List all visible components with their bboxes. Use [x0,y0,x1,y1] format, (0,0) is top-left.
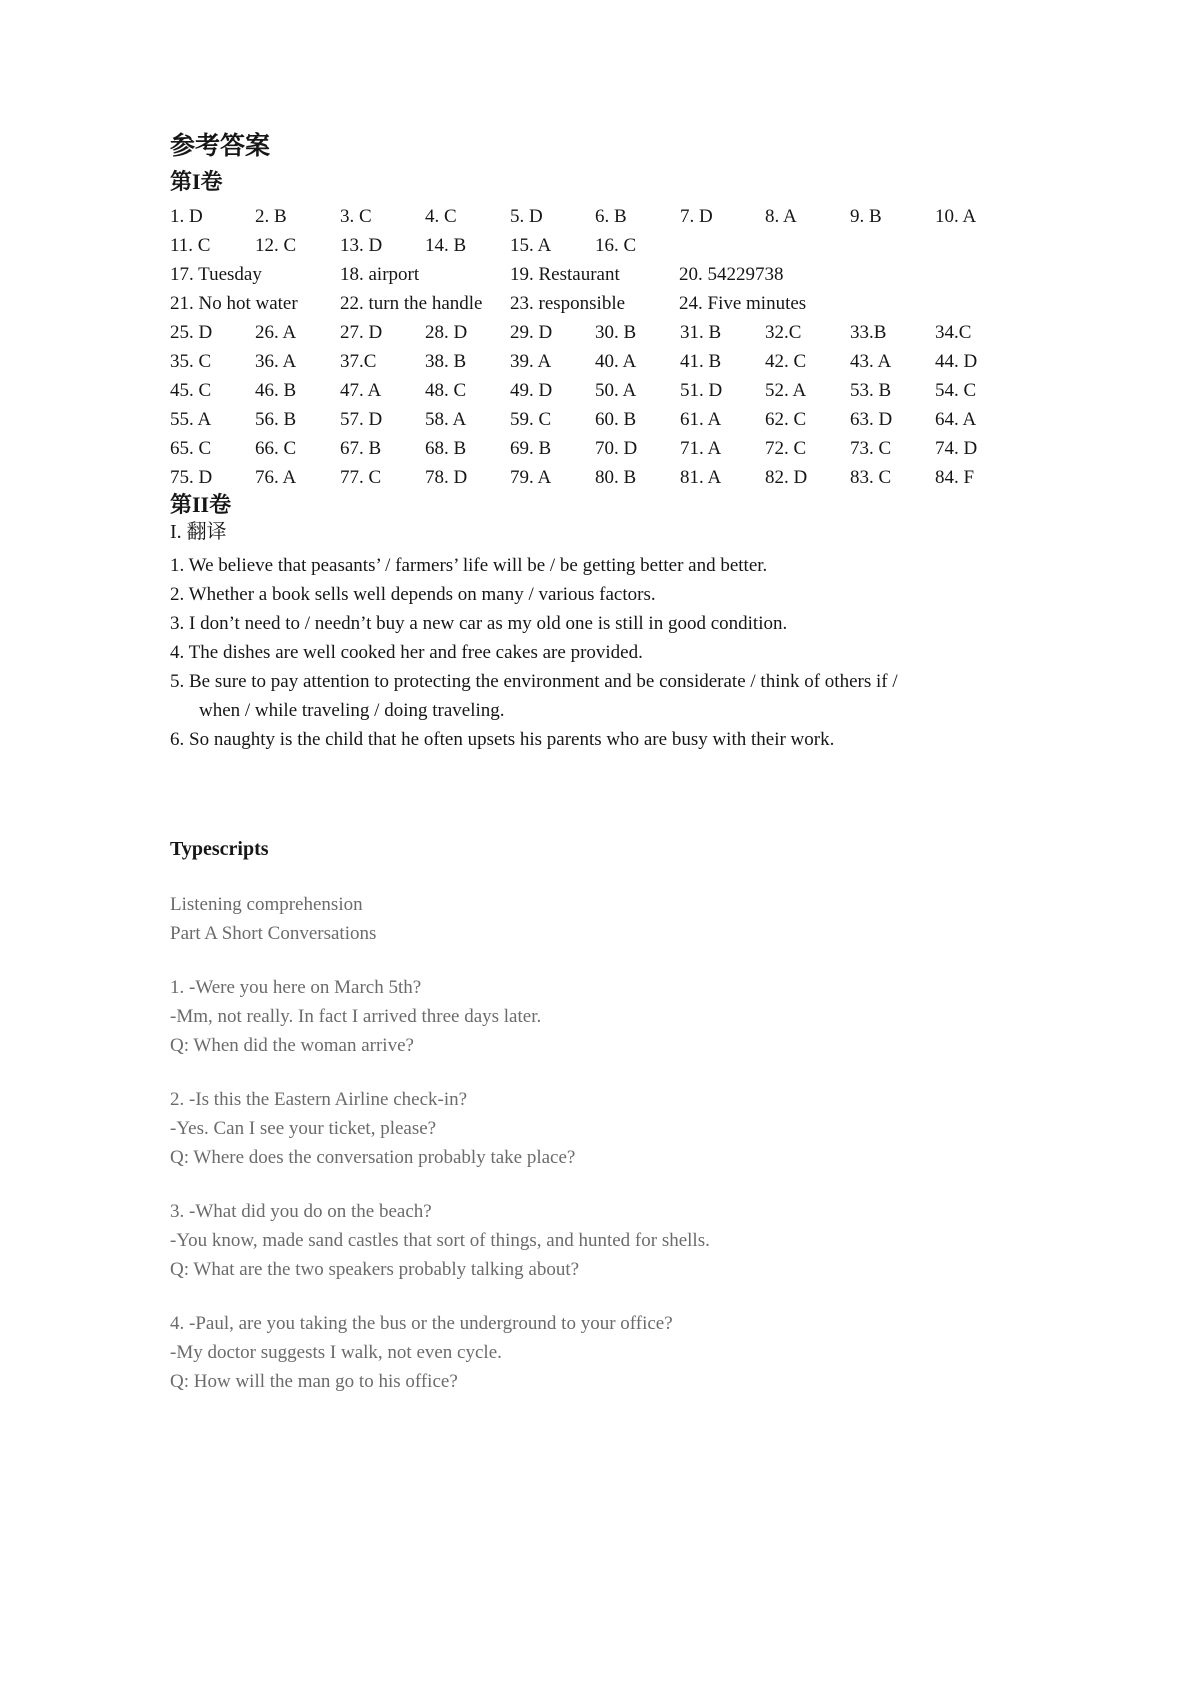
translation-item-3: 3. I don’t need to / needn’t buy a new car as my old one is still in good condition. [170,613,788,634]
answer-cell: 44. D [935,351,978,372]
listening-section-heading: Listening comprehension [170,894,363,915]
answer-cell: 63. D [850,409,893,430]
answer-cell: 35. C [170,351,212,372]
answer-cell: 64. A [935,409,977,430]
answer-cell: 56. B [255,409,297,430]
answer-cell: 74. D [935,438,978,459]
answer-cell: 71. A [680,438,722,459]
answer-cell: 79. A [510,467,552,488]
conversation-4 [170,1309,1060,1396]
answer-row-11-16 [170,231,1060,260]
answer-cell: 28. D [425,322,468,343]
answer-cell: 55. A [170,409,212,430]
answer-cell: 27. D [340,322,383,343]
conversation-line: 4. -Paul, are you taking the bus or the underground to your office? [170,1313,673,1334]
answer-cell: 36. A [255,351,297,372]
answer-cell: 33.B [850,322,887,343]
answer-cell: 18. airport [340,264,420,285]
answer-cell: 19. Restaurant [510,264,620,285]
conversation-line: -Mm, not really. In fact I arrived three days later. [170,1006,542,1027]
answer-cell: 65. C [170,438,212,459]
answer-cell: 39. A [510,351,552,372]
translation-item-5: 5. Be sure to pay attention to protecting the environment and be considerate / think of others if / [170,671,898,692]
answer-cell: 46. B [255,380,297,401]
typescripts-heading: Typescripts [170,838,269,860]
answer-cell: 57. D [340,409,383,430]
answer-cell: 22. turn the handle [340,293,483,314]
answer-cell: 45. C [170,380,212,401]
part2-heading: 第II卷 [170,492,232,517]
answer-cell: 75. D [170,467,213,488]
translation-item-5-continuation: when / while traveling / doing traveling. [199,700,505,721]
answer-cell: 76. A [255,467,297,488]
answer-cell: 6. B [595,206,627,227]
answer-cell: 42. C [765,351,807,372]
answer-row-75-84 [170,463,1060,492]
conversation-line: 1. -Were you here on March 5th? [170,977,422,998]
conversation-line: Q: When did the woman arrive? [170,1035,414,1056]
conversation-2 [170,1085,1060,1172]
answer-cell: 68. B [425,438,467,459]
answer-row-65-74 [170,434,1060,463]
answer-cell: 70. D [595,438,638,459]
answer-cell: 72. C [765,438,807,459]
answer-cell: 23. responsible [510,293,626,314]
answer-row-17-20 [170,260,1060,289]
answer-cell: 34.C [935,322,972,343]
answer-cell: 3. C [340,206,372,227]
answer-cell: 53. B [850,380,892,401]
answer-row-35-44 [170,347,1060,376]
translation-item-4: 4. The dishes are well cooked her and free cakes are provided. [170,642,643,663]
answer-cell: 47. A [340,380,382,401]
answer-row-25-34 [170,318,1060,347]
answer-cell: 52. A [765,380,807,401]
conversation-line: 3. -What did you do on the beach? [170,1201,432,1222]
answer-cell: 9. B [850,206,882,227]
translation-list [170,551,1060,754]
answer-cell: 77. C [340,467,382,488]
answer-cell: 15. A [510,235,552,256]
answer-cell: 60. B [595,409,637,430]
answer-cell: 21. No hot water [170,293,298,314]
answer-cell: 50. A [595,380,637,401]
conversation-1 [170,973,1060,1060]
answer-cell: 7. D [680,206,713,227]
answer-cell: 4. C [425,206,457,227]
conversation-3 [170,1197,1060,1284]
conversation-line: -My doctor suggests I walk, not even cycle. [170,1342,502,1363]
conversation-line: -You know, made sand castles that sort of things, and hunted for shells. [170,1230,710,1251]
answer-cell: 82. D [765,467,808,488]
answer-cell: 54. C [935,380,977,401]
answer-row-21-24 [170,289,1060,318]
translation-item-6: 6. So naughty is the child that he often upsets his parents who are busy with their work. [170,729,835,750]
answer-cell: 41. B [680,351,722,372]
answer-row-55-64 [170,405,1060,434]
conversation-line: Q: Where does the conversation probably take place? [170,1147,576,1168]
answer-cell: 31. B [680,322,722,343]
conversation-line: Q: How will the man go to his office? [170,1371,458,1392]
answer-cell: 1. D [170,206,203,227]
answer-cell: 32.C [765,322,802,343]
answer-cell: 78. D [425,467,468,488]
answer-cell: 84. F [935,467,975,488]
answer-cell: 67. B [340,438,382,459]
answer-cell: 83. C [850,467,892,488]
answer-cell: 13. D [340,235,383,256]
conversation-line: -Yes. Can I see your ticket, please? [170,1118,437,1139]
answer-cell: 5. D [510,206,543,227]
answer-cell: 43. A [850,351,892,372]
answer-cell: 51. D [680,380,723,401]
answer-cell: 49. D [510,380,553,401]
conversation-line: 2. -Is this the Eastern Airline check-in? [170,1089,468,1110]
answer-cell: 16. C [595,235,637,256]
answer-cell: 58. A [425,409,467,430]
answer-cell: 17. Tuesday [170,264,262,285]
answer-cell: 38. B [425,351,467,372]
translation-item-2: 2. Whether a book sells well depends on many / various factors. [170,584,656,605]
answer-cell: 59. C [510,409,552,430]
answer-cell: 81. A [680,467,722,488]
answer-cell: 12. C [255,235,297,256]
answer-cell: 8. A [765,206,797,227]
answer-cell: 30. B [595,322,637,343]
answer-cell: 48. C [425,380,467,401]
answer-cell: 25. D [170,322,213,343]
page-title: 参考答案 [170,133,271,160]
answer-cell: 62. C [765,409,807,430]
answer-cell: 66. C [255,438,297,459]
answer-cell: 37.C [340,351,377,372]
answer-row-1-10 [170,202,1060,231]
answer-cell: 26. A [255,322,297,343]
answer-cell: 80. B [595,467,637,488]
answer-cell: 69. B [510,438,552,459]
translation-item-1: 1. We believe that peasants’ / farmers’ life will be / be getting better and better. [170,555,768,576]
conversation-line: Q: What are the two speakers probably talking about? [170,1259,580,1280]
answer-cell: 61. A [680,409,722,430]
answer-cell: 2. B [255,206,287,227]
answer-cell: 29. D [510,322,553,343]
answer-cell: 14. B [425,235,467,256]
part-a-heading: Part A Short Conversations [170,923,377,944]
part1-heading: 第I卷 [170,169,223,194]
document-content [170,132,1060,1396]
answer-cell: 40. A [595,351,637,372]
answer-cell: 24. Five minutes [679,293,807,314]
translation-section-heading: I. 翻译 [170,521,227,543]
answer-row-45-54 [170,376,1060,405]
answer-cell: 20. 54229738 [679,264,784,285]
answer-cell: 73. C [850,438,892,459]
answer-cell: 11. C [170,235,211,256]
answer-cell: 10. A [935,206,977,227]
